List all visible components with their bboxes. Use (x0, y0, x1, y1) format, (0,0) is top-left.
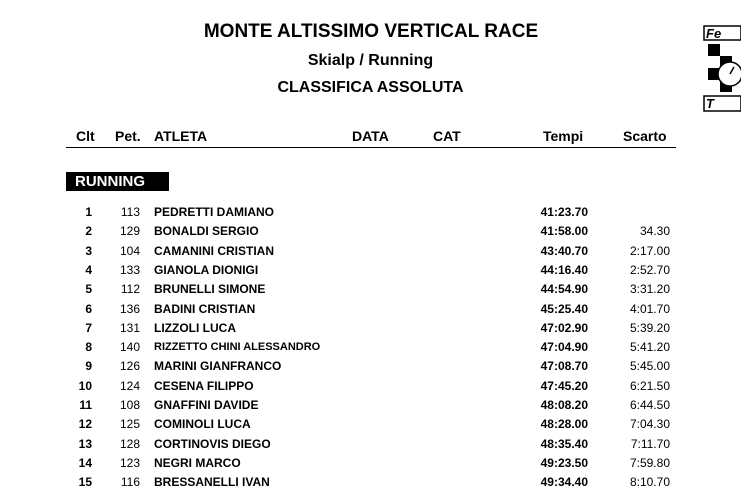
time-cell: 47:45.20 (540, 378, 588, 393)
athlete-name-cell: BONALDI SERGIO (154, 224, 259, 239)
col-header-scarto: Scarto (623, 128, 667, 144)
table-row (0, 242, 741, 261)
bib-cell: 126 (119, 359, 140, 374)
athlete-name-cell: BRUNELLI SIMONE (154, 282, 266, 297)
svg-text:Fe: Fe (706, 26, 722, 41)
athlete-name-cell: BADINI CRISTIAN (154, 301, 256, 316)
gap-cell: 4:01.70 (629, 301, 670, 316)
time-cell: 41:23.70 (540, 205, 588, 219)
rank-cell: 5 (85, 282, 92, 297)
bib-cell: 129 (119, 224, 140, 239)
athlete-name-cell: COMINOLI LUCA (154, 417, 251, 432)
rank-cell: 12 (78, 417, 92, 432)
time-cell: 49:23.50 (540, 455, 588, 470)
time-cell: 44:54.90 (540, 282, 588, 297)
gap-cell: 5:45.00 (629, 359, 670, 374)
timing-logo-icon (700, 24, 741, 112)
table-row (0, 377, 741, 396)
bib-cell: 113 (120, 205, 140, 219)
rank-cell: 7 (85, 320, 92, 335)
time-cell: 48:08.20 (540, 398, 588, 412)
gap-cell: 7:04.30 (629, 417, 670, 432)
table-row (0, 222, 741, 241)
col-header-data: DATA (352, 128, 389, 144)
table-row (0, 280, 741, 299)
header-divider (66, 147, 676, 148)
athlete-name-cell: LIZZOLI LUCA (154, 320, 236, 335)
gap-cell: 7:11.70 (630, 436, 670, 451)
bib-cell: 108 (119, 398, 140, 412)
svg-text:T: T (706, 96, 714, 111)
col-header-pet: Pet. (115, 128, 141, 144)
bib-cell: 112 (120, 282, 140, 297)
col-header-clt: Clt (76, 128, 95, 144)
time-cell: 47:04.90 (540, 340, 588, 355)
table-row (0, 203, 741, 222)
athlete-name-cell: MARINI GIANFRANCO (154, 359, 282, 374)
table-row (0, 338, 741, 357)
bib-cell: 124 (119, 378, 140, 393)
table-row (0, 396, 741, 415)
gap-cell: 7:59.80 (629, 455, 670, 470)
time-cell: 49:34.40 (540, 475, 588, 490)
time-cell: 48:35.40 (540, 436, 588, 451)
athlete-name-cell: CESENA FILIPPO (154, 378, 254, 393)
gap-cell: 2:52.70 (629, 262, 670, 277)
athlete-name-cell: BRESSANELLI IVAN (154, 475, 270, 490)
time-cell: 48:28.00 (540, 417, 588, 432)
table-row (0, 473, 741, 492)
gap-cell: 5:41.20 (629, 340, 670, 355)
race-subtitle: Skialp / Running (307, 52, 434, 69)
table-row (0, 415, 741, 434)
col-header-atleta: ATLETA (154, 128, 208, 144)
gap-cell: 5:39.20 (629, 320, 670, 335)
time-cell: 44:16.40 (540, 262, 588, 277)
bib-cell: 125 (119, 417, 140, 432)
time-cell: 45:25.40 (540, 301, 588, 316)
rank-cell: 10 (78, 378, 92, 393)
rank-cell: 6 (85, 301, 92, 316)
time-cell: 47:08.70 (540, 359, 588, 374)
section-label-running: RUNNING (66, 172, 169, 191)
rank-cell: 4 (85, 262, 92, 277)
rank-cell: 13 (78, 436, 92, 451)
athlete-name-cell: CORTINOVIS DIEGO (154, 436, 271, 451)
bib-cell: 131 (119, 320, 140, 335)
time-cell: 47:02.90 (540, 320, 588, 335)
rank-cell: 1 (85, 205, 92, 219)
bib-cell: 133 (119, 262, 140, 277)
race-title: MONTE ALTISSIMO VERTICAL RACE (203, 21, 539, 42)
col-header-cat: CAT (433, 128, 461, 144)
table-row (0, 319, 741, 338)
rank-cell: 8 (85, 340, 92, 355)
bib-cell: 136 (119, 301, 140, 316)
rank-cell: 11 (79, 398, 92, 412)
gap-cell: 3:31.20 (629, 282, 670, 297)
bib-cell: 123 (119, 455, 140, 470)
time-cell: 43:40.70 (540, 243, 588, 258)
athlete-name-cell: GIANOLA DIONIGI (154, 262, 259, 277)
gap-cell: 6:44.50 (629, 398, 670, 412)
gap-cell: 2:17.00 (629, 243, 670, 258)
rank-cell: 2 (85, 224, 92, 239)
table-row (0, 300, 741, 319)
table-row (0, 357, 741, 376)
bib-cell: 116 (120, 475, 140, 490)
athlete-name-cell: NEGRI MARCO (154, 455, 241, 470)
athlete-name-cell: CAMANINI CRISTIAN (154, 243, 274, 258)
athlete-name-cell: PEDRETTI DAMIANO (154, 205, 274, 219)
ranking-title: CLASSIFICA ASSOLUTA (277, 79, 464, 96)
gap-cell: 6:21.50 (629, 378, 670, 393)
table-row (0, 435, 741, 454)
athlete-name-cell: RIZZETTO CHINI ALESSANDRO (154, 341, 321, 354)
bib-cell: 104 (119, 243, 140, 258)
rank-cell: 9 (85, 359, 92, 374)
gap-cell: 8:10.70 (629, 475, 670, 490)
table-row (0, 261, 741, 280)
rank-cell: 14 (78, 455, 92, 470)
athlete-name-cell: GNAFFINI DAVIDE (154, 398, 259, 412)
gap-cell: 34.30 (639, 224, 670, 239)
time-cell: 41:58.00 (540, 224, 588, 239)
bib-cell: 140 (119, 340, 140, 355)
rank-cell: 3 (85, 243, 92, 258)
col-header-tempi: Tempi (543, 128, 584, 144)
bib-cell: 128 (119, 436, 140, 451)
table-row (0, 454, 741, 473)
rank-cell: 15 (78, 475, 92, 490)
